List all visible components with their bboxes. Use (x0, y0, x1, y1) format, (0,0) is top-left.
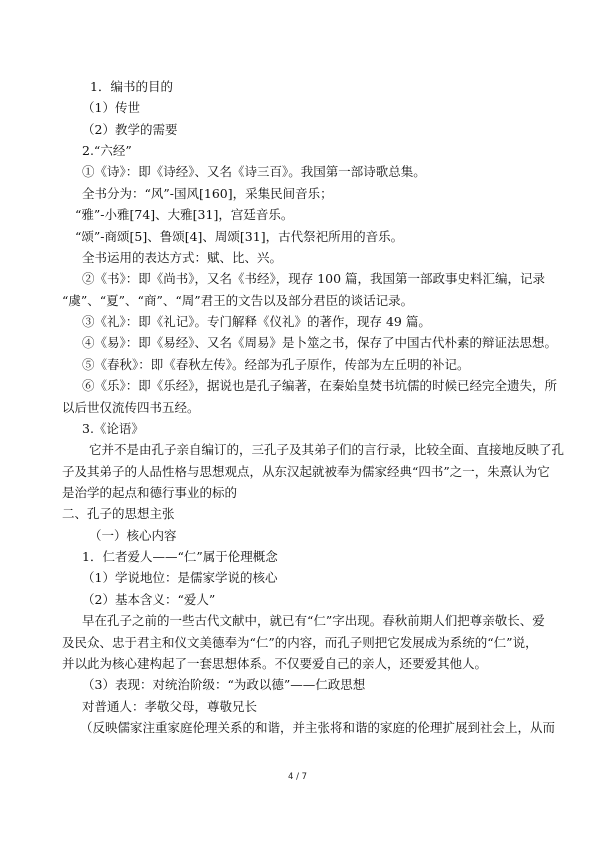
paragraph-line: ⑤《春秋》：即《春秋左传》。经部为孔子原作，传部为左丘明的补记。 (82, 357, 470, 372)
list-item: （1）学说地位：是儒家学说的核心 (82, 570, 278, 585)
paragraph-line: 是治学的起点和德行事业的标的 (62, 485, 238, 500)
subsection-heading: （一）核心内容 (89, 528, 177, 543)
paragraph-line: （反映儒家注重家庭伦理关系的和谐，并主张将和谐的家庭的伦理扩展到社会上，从而 (80, 720, 556, 735)
paragraph-line: 及民众、忠于君主和仪文美德奉为“仁”的内容，而孔子则把它发展成为系统的“仁”说， (62, 635, 538, 650)
section-heading: 2.“六经” (82, 143, 132, 158)
paragraph-line: ④《易》：即《易经》、又名《周易》是卜筮之书，保存了中国古代朴素的辩证法思想。 (82, 335, 558, 350)
paragraph-line: “雅”-小雅[74]、大雅[31]，宫廷音乐。 (75, 207, 294, 222)
chapter-heading: 二、孔子的思想主张 (62, 506, 175, 521)
list-item: （3）表现：对统治阶级：“为政以德”——仁政思想 (82, 677, 366, 692)
paragraph-line: 以后世仅流传四书五经。 (62, 400, 200, 415)
paragraph-line: 对普通人：孝敬父母，尊敬兄长 (82, 699, 258, 714)
paragraph-line: 它并不是由孔子亲自编订的，三孔子及其弟子们的言行录，比较全面、直接地反映了孔 (89, 442, 565, 457)
list-item: （2）基本含义：“爱人” (82, 592, 216, 607)
paragraph-line: ③《礼》：即《礼记》。专门解释《仪礼》的著作，现存 49 篇。 (82, 314, 431, 329)
list-item: （1）传世 (82, 100, 140, 115)
paragraph-line: 全书运用的表达方式：赋、比、兴。 (82, 250, 283, 265)
paragraph-line: 全书分为：“风”-国风[160]，采集民间音乐； (82, 186, 333, 201)
page-number: 4 / 7 (287, 772, 308, 782)
paragraph-line: 子及其弟子的人品性格与思想观点，从东汉起就被奉为儒家经典“四书”之一，朱熹认为它 (62, 464, 550, 479)
paragraph-line: “虞”、“夏”、“商”、“周”君王的文告以及部分君臣的谈话记录。 (62, 293, 414, 308)
section-heading: 1．编书的目的 (90, 79, 173, 94)
section-heading: 3.《论语》 (82, 421, 144, 436)
section-heading: 1．仁者爱人——“仁”属于伦理概念 (82, 549, 278, 564)
paragraph-line: ②《书》：即《尚书》，又名《书经》，现存 100 篇，我国第一部政事史料汇编，记录 (82, 271, 546, 286)
paragraph-line: ⑥《乐》：即《乐经》，据说也是孔子编著，在秦始皇焚书坑儒的时候已经完全遗失，所 (82, 378, 558, 393)
paragraph-line: 并以此为核心建构起了一套思想体系。不仅要爱自己的亲人，还要爱其他人。 (62, 656, 488, 671)
list-item: （2）教学的需要 (82, 122, 178, 137)
paragraph-line: 早在孔子之前的一些古代文献中，就已有“仁”字出现。春秋前期人们把尊亲敬长、爱 (82, 613, 545, 628)
paragraph-line: ①《诗》：即《诗经》、又名《诗三百》。我国第一部诗歌总集。 (82, 164, 426, 179)
paragraph-line: “颂”-商颂[5]、鲁颂[4]、周颂[31]，古代祭祀所用的音乐。 (75, 229, 404, 244)
